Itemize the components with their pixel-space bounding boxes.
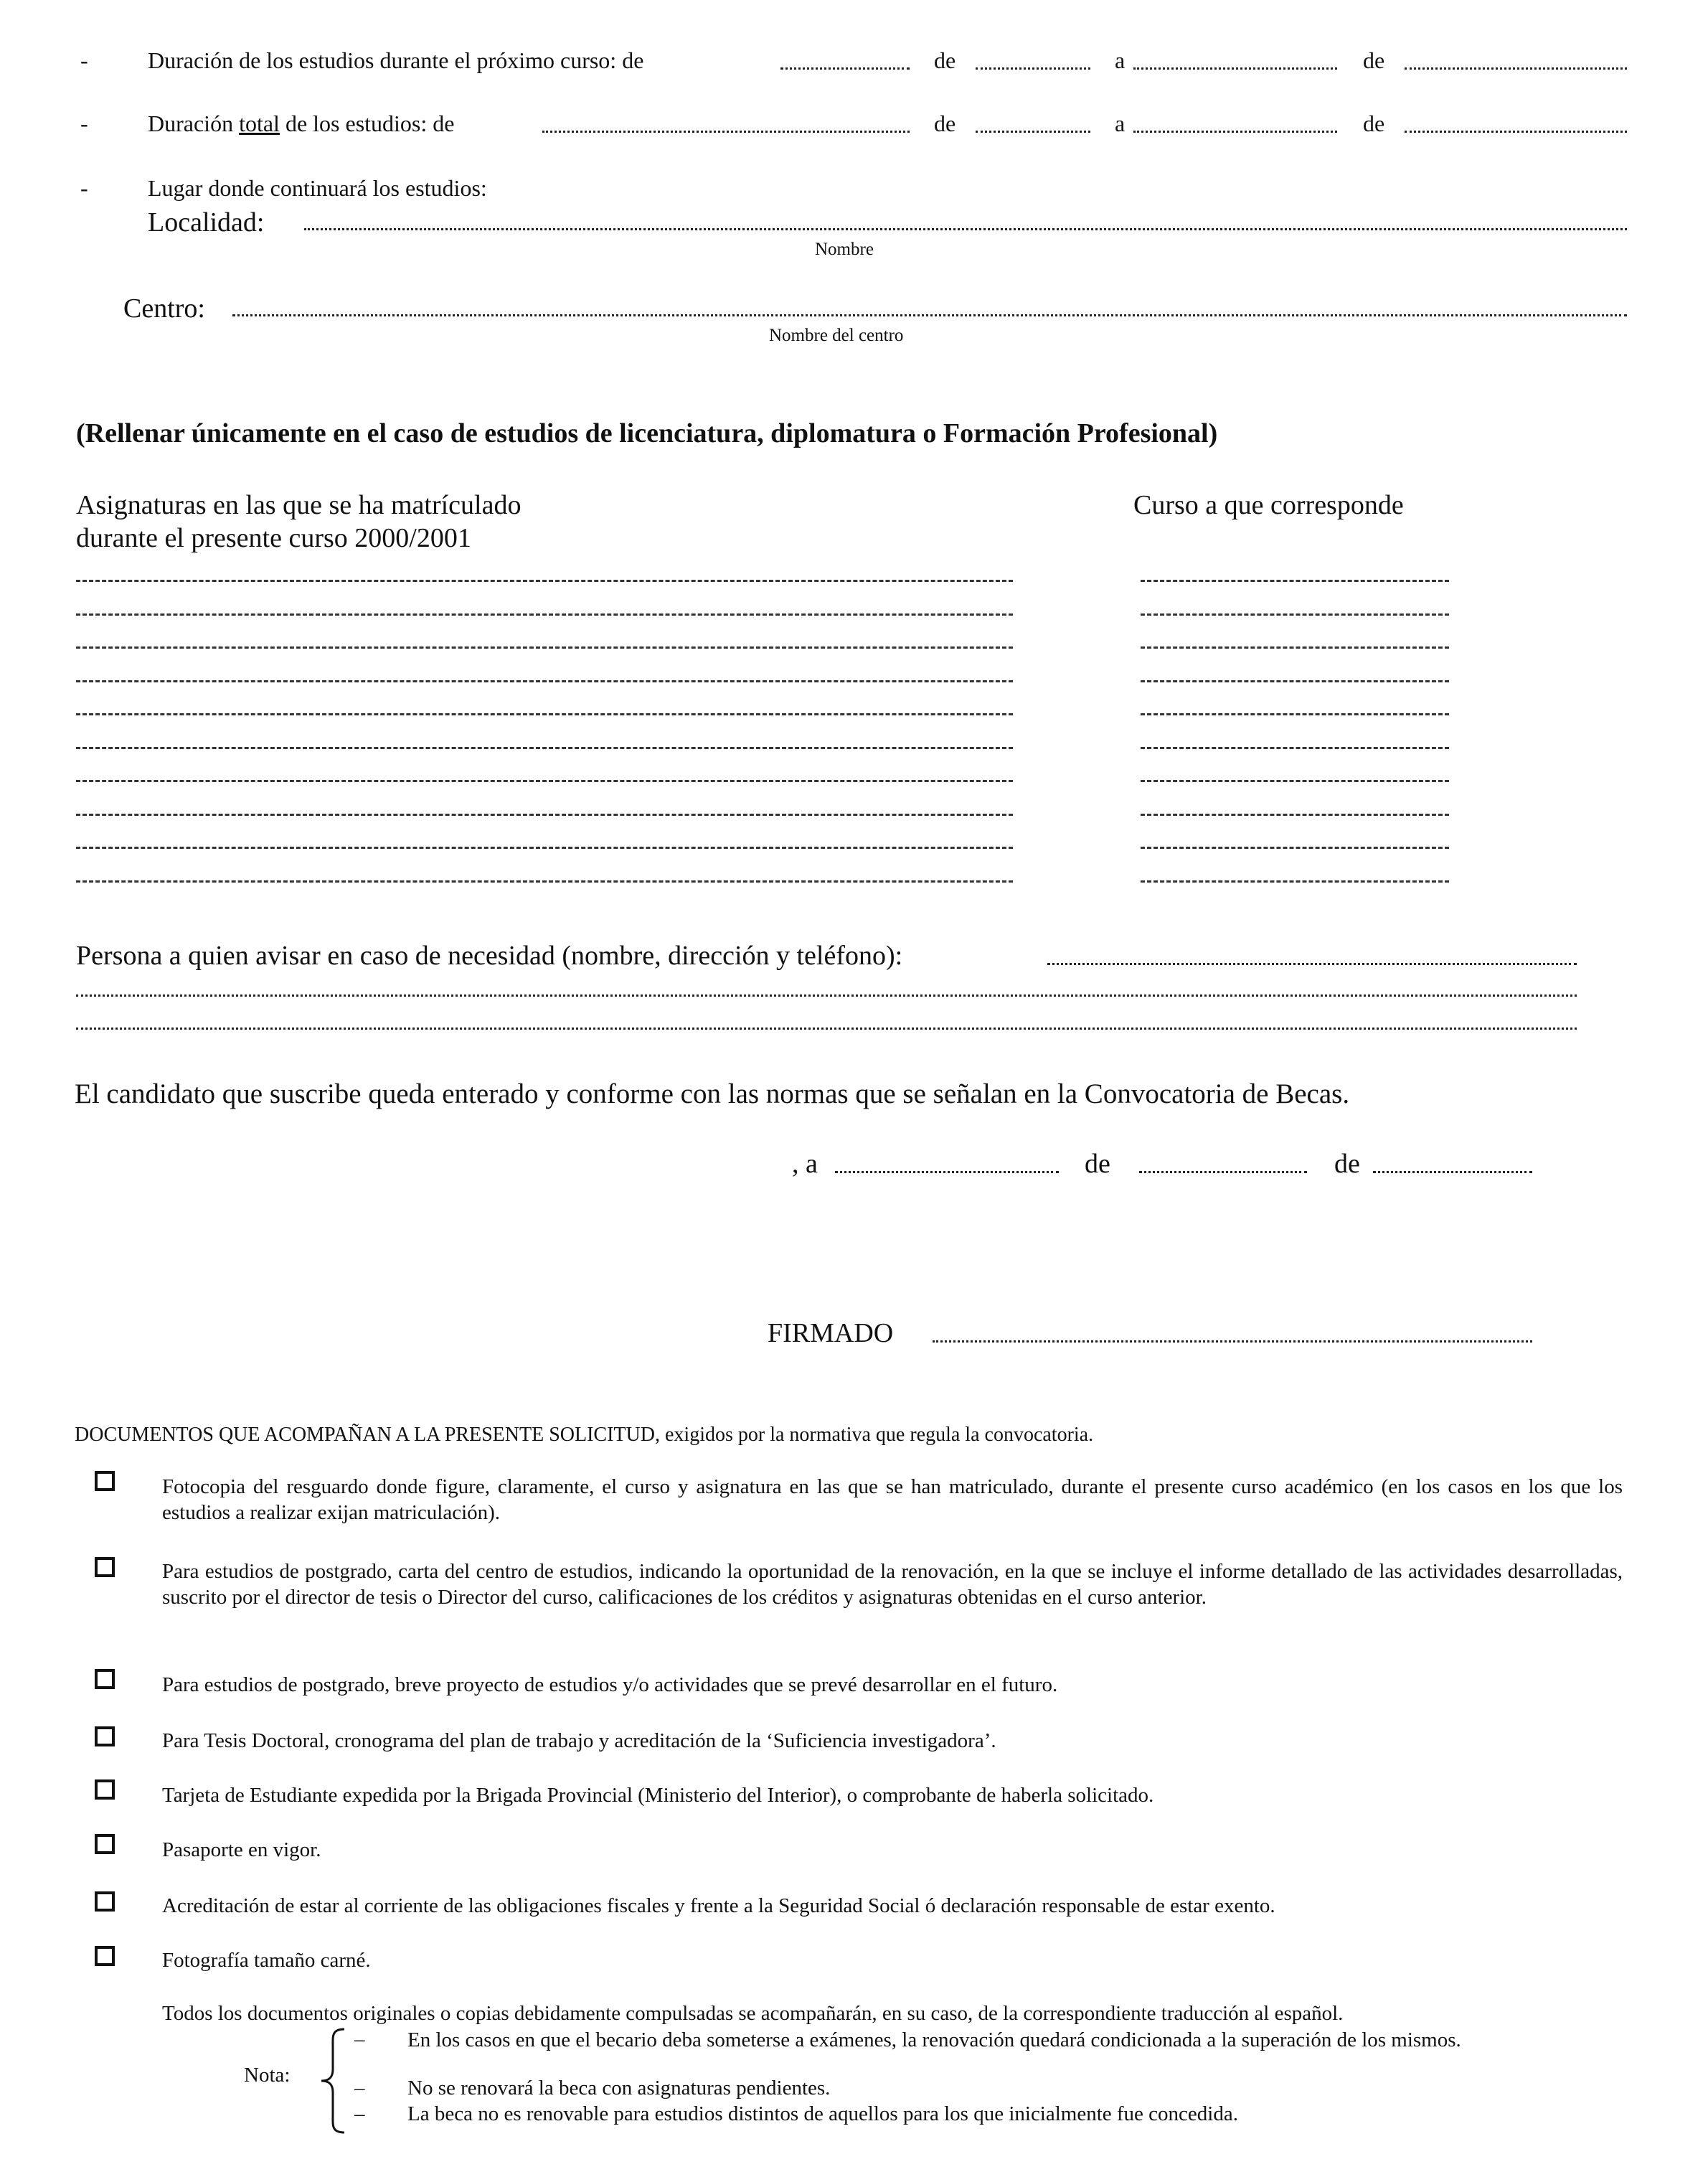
documents-heading-main: DOCUMENTOS QUE ACOMPAÑAN A LA PRESENTE SOLICITUD bbox=[75, 1424, 655, 1446]
course-row-line[interactable] bbox=[1141, 580, 1449, 582]
curly-brace-icon bbox=[319, 2026, 347, 2135]
course-row-line[interactable] bbox=[1141, 713, 1449, 715]
nota-dash: – bbox=[354, 2028, 365, 2051]
course-row-line[interactable] bbox=[1141, 646, 1449, 649]
total-from-month-field[interactable] bbox=[976, 131, 1090, 133]
location-intro: Lugar donde continuará los estudios: bbox=[148, 175, 487, 201]
nota-dash: – bbox=[354, 2077, 365, 2100]
total-underlined: total bbox=[239, 111, 280, 136]
document-item-text: Fotocopia del resguardo donde figure, claramente, el curso y asignatura en las que se han matriculado, durante el presente curso académico (en los casos en los que los estudios a realizar exijan matriculación). bbox=[162, 1475, 1623, 1524]
subjects-column-header-line2: durante el presente curso 2000/2001 bbox=[76, 523, 471, 553]
documents-heading bbox=[75, 1424, 1093, 1447]
bullet: - bbox=[80, 111, 88, 136]
document-checkbox[interactable] bbox=[95, 1726, 115, 1746]
nota-dash: – bbox=[354, 2102, 365, 2125]
total-to-day-field[interactable] bbox=[1133, 131, 1337, 133]
total-to-month-field[interactable] bbox=[1405, 131, 1627, 133]
signature-field[interactable] bbox=[933, 1340, 1532, 1343]
subject-row-line[interactable] bbox=[76, 613, 1013, 616]
document-item-text: Tarjeta de Estudiante expedida por la Brigada Provincial (Ministerio del Interior), o comprobante de haberla solicitado. bbox=[162, 1784, 1154, 1807]
document-checkbox[interactable] bbox=[95, 1946, 115, 1966]
course-column-header: Curso a que corresponde bbox=[1133, 490, 1404, 520]
subject-row-line[interactable] bbox=[76, 646, 1013, 649]
next-course-from-day-field[interactable] bbox=[780, 67, 910, 70]
document-checkbox[interactable] bbox=[95, 1669, 115, 1689]
section-title: (Rellenar únicamente en el caso de estudios de licenciatura, diplomatura o Formación Profesional) bbox=[76, 418, 1218, 448]
date-day-field[interactable] bbox=[835, 1171, 1059, 1173]
de-label: de bbox=[1363, 111, 1385, 136]
subjects-column-header: Asignaturas en las que se ha matrículado bbox=[76, 490, 522, 520]
localidad-caption: Nombre bbox=[815, 240, 874, 259]
centro-field[interactable] bbox=[232, 314, 1627, 316]
a-label: a bbox=[1115, 47, 1126, 73]
de-label: de bbox=[934, 47, 956, 73]
nota-item: En los casos en que el becario deba someterse a exámenes, la renovación quedará condicionada a la superación de los mismos. bbox=[407, 2028, 1461, 2051]
next-course-to-month-field[interactable] bbox=[1405, 67, 1627, 70]
subject-row-line[interactable] bbox=[76, 780, 1013, 782]
course-row-line[interactable] bbox=[1141, 780, 1449, 782]
document-checkbox[interactable] bbox=[95, 1557, 115, 1577]
date-place-comma-a: , a bbox=[792, 1149, 818, 1179]
documents-heading-tail: , exigidos por la normativa que regula la convocatoria. bbox=[654, 1424, 1094, 1446]
document-checkbox[interactable] bbox=[95, 1779, 115, 1800]
subject-row-line[interactable] bbox=[76, 747, 1013, 749]
contact-field-1[interactable] bbox=[1047, 963, 1577, 965]
document-checkbox[interactable] bbox=[95, 1834, 115, 1854]
centro-caption: Nombre del centro bbox=[769, 326, 904, 345]
document-checkbox[interactable] bbox=[95, 1891, 115, 1912]
date-de-label: de bbox=[1085, 1149, 1110, 1179]
localidad-label: Localidad: bbox=[148, 207, 265, 238]
total-duration-label bbox=[148, 111, 454, 137]
date-de-label: de bbox=[1334, 1149, 1360, 1179]
de-label: de bbox=[934, 111, 956, 136]
document-item-text: Acreditación de estar al corriente de las obligaciones fiscales y frente a la Seguridad Social ó declaración responsable de estar exento. bbox=[162, 1894, 1275, 1917]
course-row-line[interactable] bbox=[1141, 680, 1449, 682]
subject-row-line[interactable] bbox=[76, 680, 1013, 682]
total-duration-label-post: de los estudios: de bbox=[279, 111, 455, 136]
bullet: - bbox=[80, 175, 88, 201]
course-row-line[interactable] bbox=[1141, 747, 1449, 749]
subject-row-line[interactable] bbox=[76, 713, 1013, 715]
next-course-from-month-field[interactable] bbox=[976, 67, 1090, 70]
course-row-line[interactable] bbox=[1141, 814, 1449, 816]
total-duration-label-pre: Duración bbox=[148, 111, 240, 136]
document-item-text: Pasaporte en vigor. bbox=[162, 1838, 321, 1861]
next-course-to-day-field[interactable] bbox=[1133, 67, 1337, 70]
centro-label: Centro: bbox=[123, 293, 205, 324]
bullet: - bbox=[80, 47, 88, 73]
contact-field-3[interactable] bbox=[76, 1028, 1577, 1030]
subject-row-line[interactable] bbox=[76, 580, 1013, 582]
contact-field-2[interactable] bbox=[76, 995, 1577, 997]
nota-item: No se renovará la beca con asignaturas pendientes. bbox=[407, 2077, 831, 2100]
date-year-field[interactable] bbox=[1373, 1171, 1532, 1173]
de-label: de bbox=[1363, 47, 1385, 73]
subject-row-line[interactable] bbox=[76, 880, 1013, 883]
document-item-text: Para estudios de postgrado, breve proyecto de estudios y/o actividades que se prevé desarrollar en el futuro. bbox=[162, 1673, 1058, 1696]
document-item-text: Fotografía tamaño carné. bbox=[162, 1949, 371, 1972]
subject-row-line[interactable] bbox=[76, 814, 1013, 816]
course-row-line[interactable] bbox=[1141, 847, 1449, 849]
signature-label: FIRMADO bbox=[768, 1318, 894, 1348]
agreement-text: El candidato que suscribe queda enterado y conforme con las normas que se señalan en la Convocatoria de Becas. bbox=[75, 1078, 1350, 1109]
next-course-duration-label: Duración de los estudios durante el próximo curso: de bbox=[148, 47, 644, 73]
date-month-field[interactable] bbox=[1139, 1171, 1307, 1173]
document-item-text: Para estudios de postgrado, carta del centro de estudios, indicando la oportunidad de la renovación, en la que se incluye el informe detallado de las actividades desarrolladas, suscrito por el director de tesis o Director del curso, calificaciones de los créditos y asignaturas obtenidas en el curso anterior. bbox=[162, 1560, 1623, 1609]
originals-note: Todos los documentos originales o copias debidamente compulsadas se acompañarán, en su caso, de la correspondiente traducción al español. bbox=[162, 2002, 1344, 2025]
nota-label: Nota: bbox=[244, 2064, 291, 2087]
nota-item: La beca no es renovable para estudios distintos de aquellos para los que inicialmente fue concedida. bbox=[407, 2102, 1238, 2125]
course-row-line[interactable] bbox=[1141, 613, 1449, 616]
contact-label: Persona a quien avisar en caso de necesidad (nombre, dirección y teléfono): bbox=[76, 941, 903, 971]
total-from-day-field[interactable] bbox=[542, 131, 910, 133]
document-item-text: Para Tesis Doctoral, cronograma del plan de trabajo y acreditación de la ‘Suficiencia investigadora’. bbox=[162, 1729, 996, 1752]
localidad-field[interactable] bbox=[304, 228, 1627, 230]
subject-row-line[interactable] bbox=[76, 847, 1013, 849]
course-row-line[interactable] bbox=[1141, 880, 1449, 883]
document-checkbox[interactable] bbox=[95, 1471, 115, 1491]
a-label: a bbox=[1115, 111, 1126, 136]
